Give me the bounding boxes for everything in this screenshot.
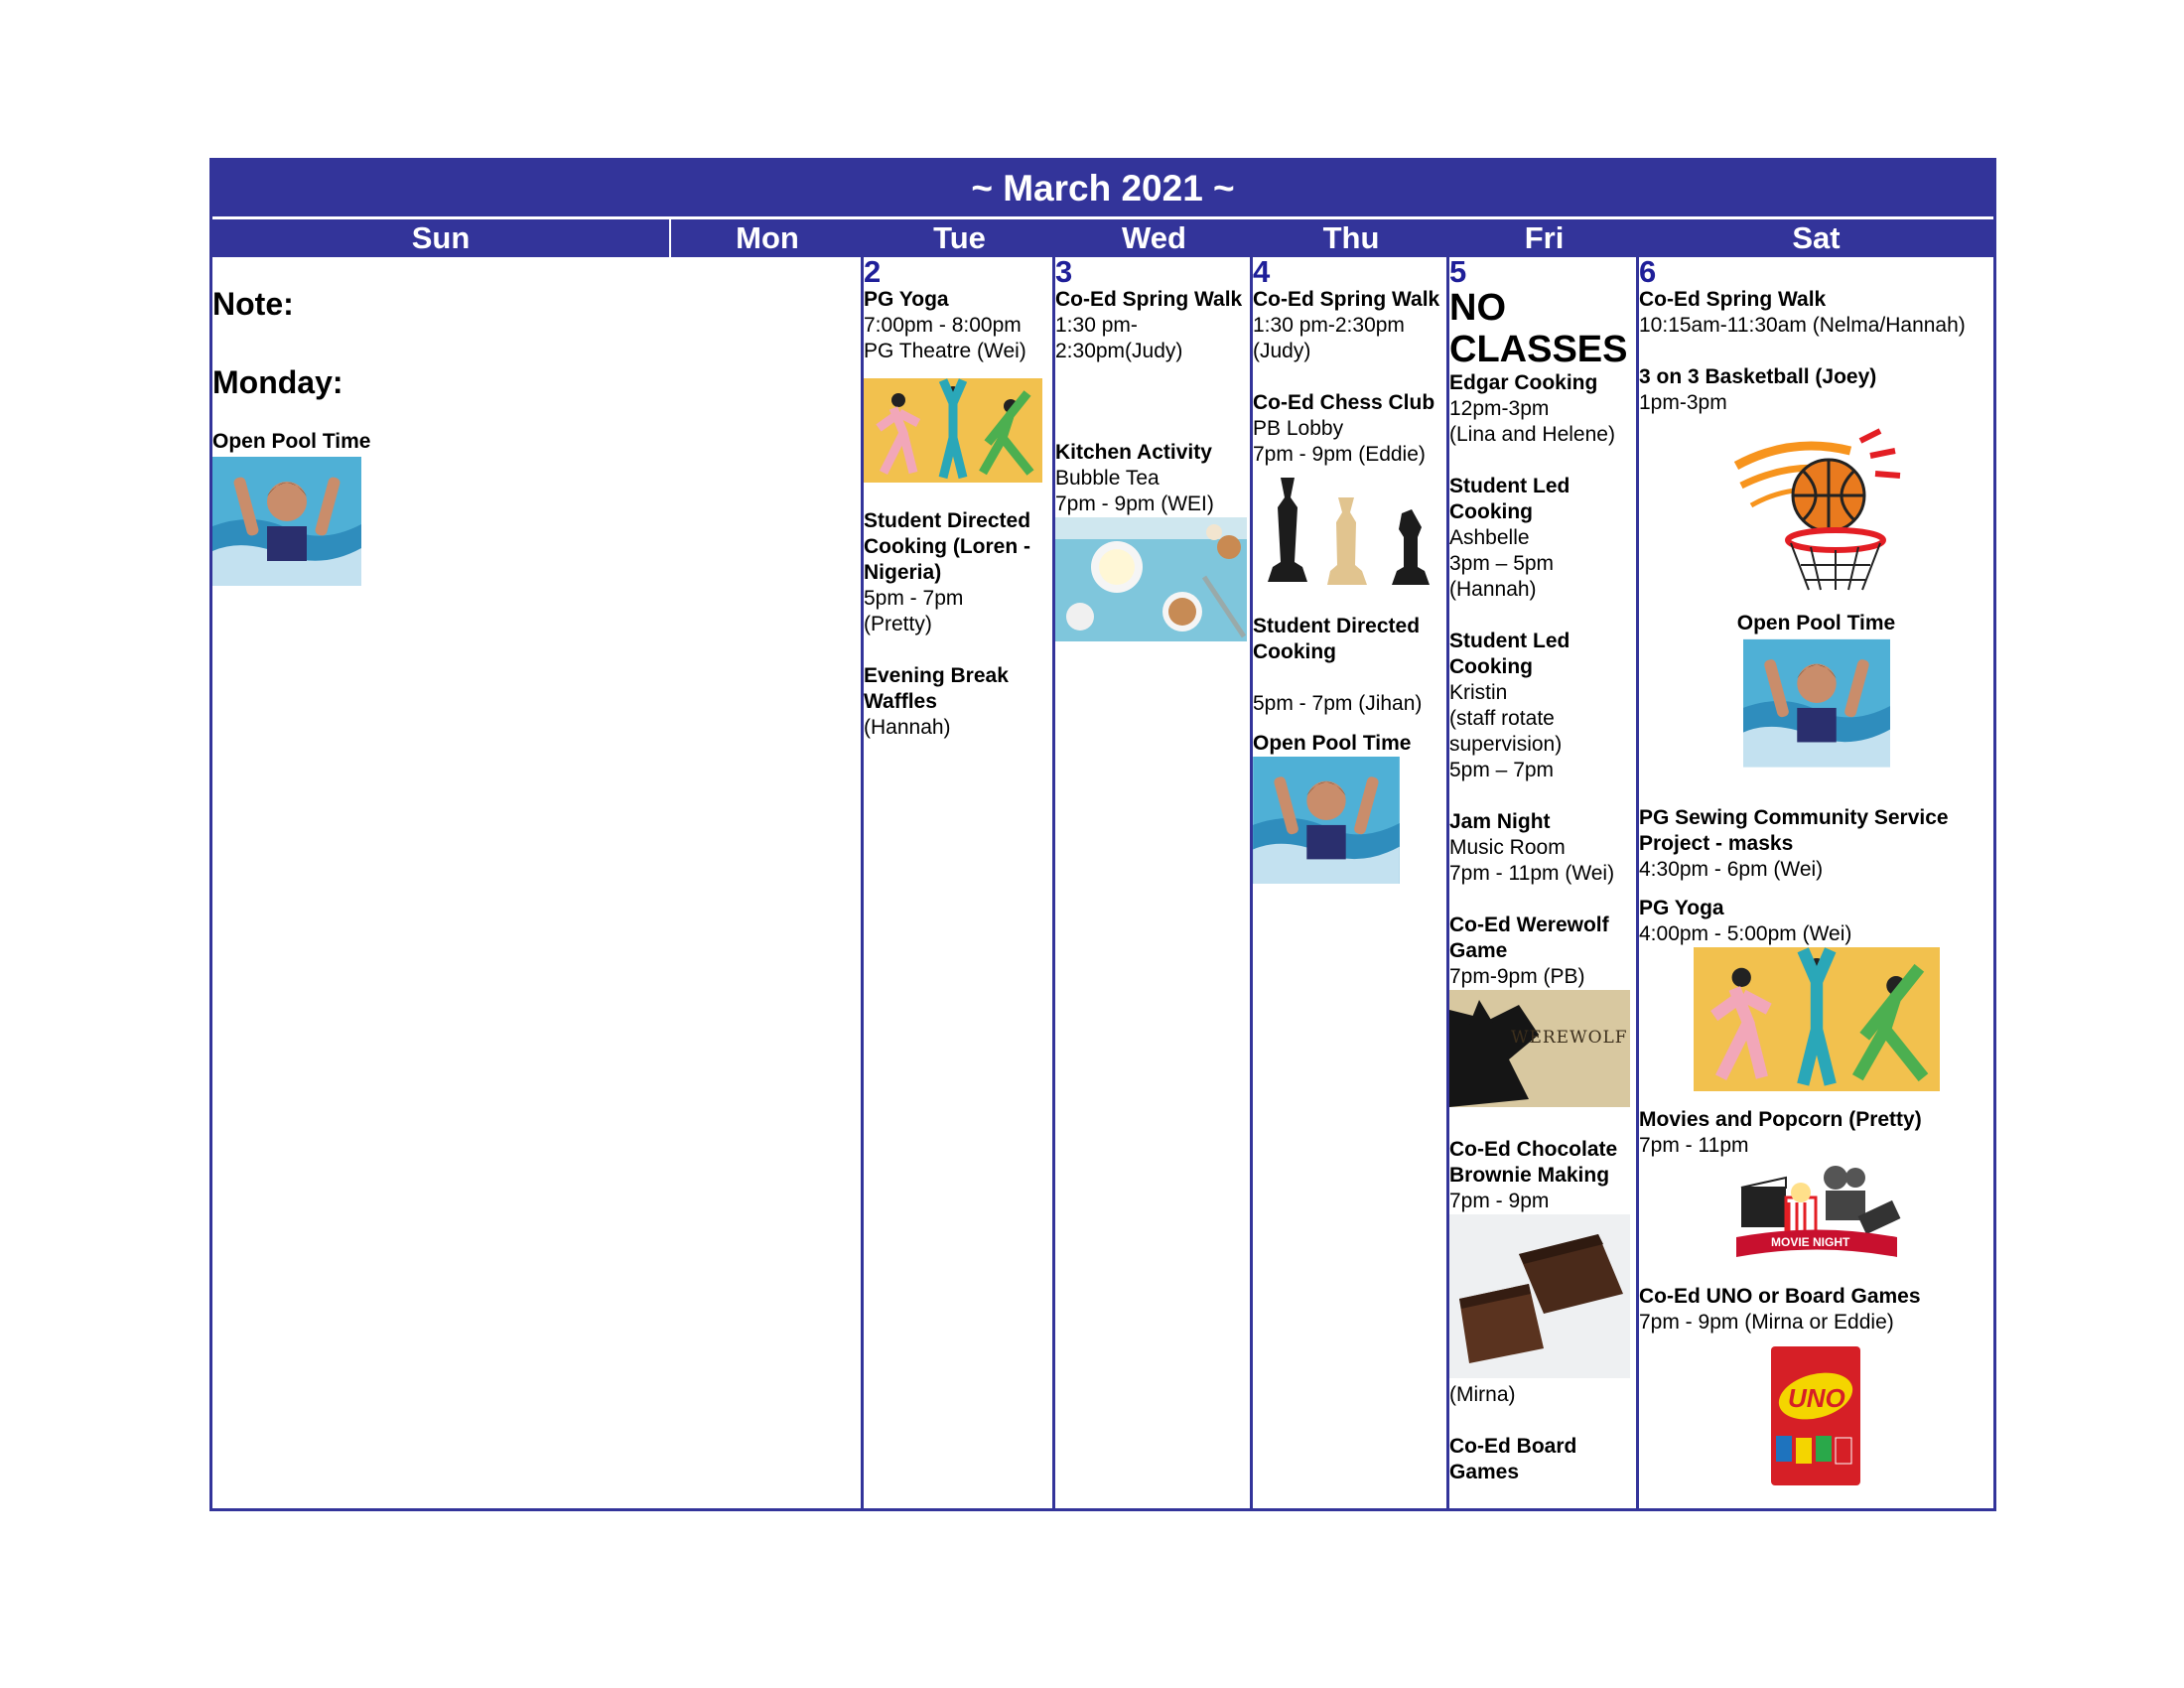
header-mon: Mon — [671, 219, 864, 257]
event-title: Jam Night — [1449, 810, 1551, 833]
day-number: 2 — [864, 257, 882, 289]
event-time: 1:30 pm-2:30pm — [1253, 314, 1405, 337]
event-time: 10:15am-11:30am (Nelma/Hannah) — [1639, 314, 1966, 337]
event-location: PG Theatre (Wei) — [864, 340, 1026, 362]
event-staff: (Hannah) — [864, 716, 951, 739]
month-title: ~ March 2021 ~ — [212, 161, 1993, 216]
pool-photo — [212, 457, 361, 586]
header-divider — [669, 219, 671, 257]
event-time: 4:30pm - 6pm (Wei) — [1639, 858, 1824, 881]
header-fri: Fri — [1449, 219, 1639, 257]
event-time: 5pm - 7pm (Jihan) — [1253, 692, 1423, 715]
event-title: Co-Ed Spring Walk — [1055, 288, 1243, 311]
day-number: 3 — [1055, 257, 1073, 289]
werewolf-image — [1449, 990, 1630, 1107]
no-classes-notice: NO CLASSES — [1449, 287, 1628, 370]
event-time: 7pm - 11pm (Wei) — [1449, 862, 1615, 885]
event-staff: (Judy) — [1253, 340, 1311, 362]
event-staff: (Lina and Helene) — [1449, 423, 1615, 446]
event-time: 12pm-3pm — [1449, 397, 1550, 420]
event-time: 7:00pm - 8:00pm — [864, 314, 1022, 337]
event-staff: (staff rotate supervision) — [1449, 707, 1563, 756]
cell-sat — [1639, 257, 1993, 1508]
day-number: 6 — [1639, 257, 1657, 289]
event-title: Co-Ed Werewolf Game — [1449, 914, 1609, 962]
movie-night-text: MOVIE NIGHT — [1771, 1235, 1850, 1249]
note-label: Note: — [212, 286, 294, 322]
event-time: 4:00pm - 5:00pm (Wei) — [1639, 922, 1852, 945]
event-title: Kitchen Activity — [1055, 441, 1212, 464]
event-staff: (Pretty) — [864, 613, 932, 635]
brownie-photo — [1449, 1214, 1630, 1378]
open-pool-label: Open Pool Time — [212, 430, 371, 453]
event-time: 5pm - 7pm — [864, 587, 964, 610]
cell-thu — [1253, 257, 1446, 1508]
header-sun: Sun — [212, 219, 669, 257]
yoga-illustration — [1694, 947, 1940, 1091]
event-staff: (Mirna) — [1449, 1383, 1516, 1406]
event-time: 7pm - 9pm (Mirna or Eddie) — [1639, 1311, 1894, 1334]
day-number: 5 — [1449, 257, 1467, 289]
movie-night-image — [1731, 1163, 1902, 1272]
event-time: 5pm – 7pm — [1449, 759, 1555, 781]
event-time: 7pm-9pm (PB) — [1449, 965, 1585, 988]
event-title: Edgar Cooking — [1449, 371, 1598, 394]
cell-sun-mon — [212, 257, 669, 1508]
event-title: Evening Break Waffles — [864, 664, 1009, 713]
event-title: Open Pool Time — [1253, 732, 1412, 755]
event-title: 3 on 3 Basketball (Joey) — [1639, 365, 1877, 388]
pool-photo — [1253, 757, 1400, 884]
header-thu: Thu — [1253, 219, 1449, 257]
header-sat: Sat — [1639, 219, 1993, 257]
yoga-illustration — [864, 378, 1042, 483]
header-wed: Wed — [1055, 219, 1253, 257]
event-title: PG Yoga — [1639, 897, 1724, 919]
cell-wed — [1055, 257, 1250, 1508]
uno-logo-text: UNO — [1788, 1383, 1845, 1413]
event-title: Student Led Cooking — [1449, 630, 1570, 678]
event-title: Co-Ed Spring Walk — [1639, 288, 1827, 311]
day-number: 4 — [1253, 257, 1271, 289]
pool-photo — [1743, 638, 1890, 768]
cell-fri — [1449, 257, 1636, 1508]
event-title: Student Directed Cooking — [1253, 615, 1421, 663]
event-title: Student Directed Cooking (Loren - Nigeria) — [864, 509, 1031, 584]
event-location: PB Lobby — [1253, 417, 1344, 440]
event-title: Movies and Popcorn (Pretty) — [1639, 1108, 1922, 1131]
event-time: 1pm-3pm — [1639, 391, 1727, 414]
event-staff: (Hannah) — [1449, 578, 1537, 601]
event-title: PG Yoga — [864, 288, 949, 311]
monday-label: Monday: — [212, 364, 343, 400]
event-title: Co-Ed Chess Club — [1253, 391, 1435, 414]
event-title: Co-Ed UNO or Board Games — [1639, 1285, 1921, 1308]
event-title: Open Pool Time — [1736, 612, 1896, 634]
event-activity: Bubble Tea — [1055, 467, 1160, 490]
baking-photo — [1055, 517, 1247, 641]
basketball-icon — [1731, 426, 1906, 595]
uno-box-image — [1756, 1341, 1875, 1490]
event-title: Co-Ed Spring Walk — [1253, 288, 1440, 311]
event-title: Student Led Cooking — [1449, 475, 1570, 523]
event-time: 7pm - 11pm — [1639, 1134, 1749, 1157]
event-time: 7pm - 9pm (Eddie) — [1253, 443, 1426, 466]
event-time: 7pm - 9pm (WEI) — [1055, 492, 1214, 515]
event-title: PG Sewing Community Service Project - masks — [1639, 806, 1949, 855]
event-student: Kristin — [1449, 681, 1508, 704]
calendar — [209, 158, 1996, 1511]
event-location: Music Room — [1449, 836, 1566, 859]
cell-tue — [864, 257, 1052, 1508]
event-time: 3pm – 5pm — [1449, 552, 1555, 575]
event-title: Co-Ed Chocolate Brownie Making — [1449, 1138, 1618, 1187]
event-title: Co-Ed Board Games — [1449, 1435, 1577, 1483]
event-time: 7pm - 9pm — [1449, 1190, 1550, 1212]
event-student: Ashbelle — [1449, 526, 1530, 549]
chess-pieces-image — [1253, 468, 1441, 592]
werewolf-image-text: WEREWOLF — [1511, 1028, 1628, 1048]
event-time: 1:30 pm-2:30pm(Judy) — [1055, 314, 1183, 362]
header-tue: Tue — [864, 219, 1055, 257]
title-separator — [212, 216, 1993, 219]
